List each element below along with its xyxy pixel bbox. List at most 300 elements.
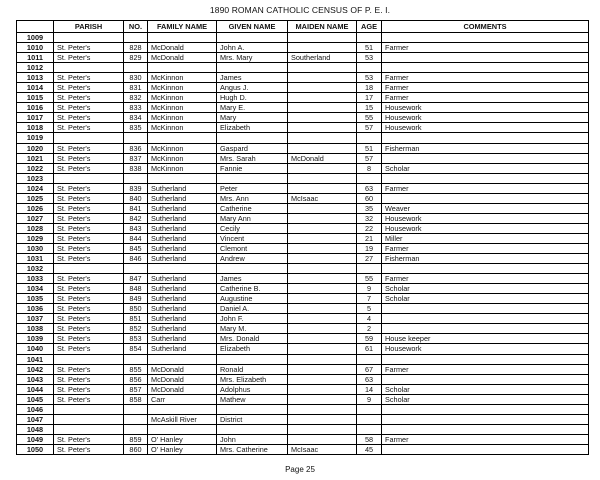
maiden-name-cell: [288, 33, 357, 43]
parish-cell: St. Peter's: [54, 284, 124, 294]
table-row: [17, 314, 589, 324]
parish-cell: St. Peter's: [54, 183, 124, 193]
row-number-cell: 1044: [17, 384, 54, 394]
given-name-cell: District: [217, 414, 288, 424]
row-number-cell: 1049: [17, 434, 54, 444]
row-number-cell: 1046: [17, 404, 54, 414]
maiden-name-cell: [288, 374, 357, 384]
parish-cell: St. Peter's: [54, 193, 124, 203]
given-name-cell: Mary Ann: [217, 213, 288, 223]
comments-cell: [382, 314, 589, 324]
parish-header: PARISH: [54, 21, 124, 33]
comments-cell: [382, 354, 589, 364]
no-cell: 856: [124, 374, 148, 384]
maiden-name-cell: [288, 274, 357, 284]
family-name-cell: O' Hanley: [148, 434, 217, 444]
age-cell: 60: [357, 193, 382, 203]
row-number-cell: 1011: [17, 53, 54, 63]
given-name-cell: Angus J.: [217, 83, 288, 93]
family-name-cell: [148, 354, 217, 364]
family-name-header: FAMILY NAME: [148, 21, 217, 33]
family-name-cell: O' Hanley: [148, 444, 217, 454]
row-number-cell: 1048: [17, 424, 54, 434]
table-row: [17, 143, 589, 153]
age-cell: 4: [357, 314, 382, 324]
table-row: [17, 284, 589, 294]
maiden-name-cell: [288, 284, 357, 294]
comments-cell: Housework: [382, 213, 589, 223]
given-name-cell: Cecily: [217, 223, 288, 233]
parish-cell: [54, 414, 124, 424]
age-header: AGE: [357, 21, 382, 33]
maiden-name-cell: Southerland: [288, 53, 357, 63]
given-name-cell: Mrs. Elizabeth: [217, 374, 288, 384]
comments-cell: House keeper: [382, 334, 589, 344]
parish-cell: St. Peter's: [54, 274, 124, 284]
family-name-cell: McDonald: [148, 374, 217, 384]
table-row: [17, 444, 589, 454]
maiden-name-cell: [288, 344, 357, 354]
no-cell: 849: [124, 294, 148, 304]
comments-cell: Scholar: [382, 394, 589, 404]
maiden-name-cell: [288, 324, 357, 334]
age-cell: [357, 33, 382, 43]
family-name-cell: McDonald: [148, 53, 217, 63]
comments-cell: [382, 444, 589, 454]
no-cell: 859: [124, 434, 148, 444]
family-name-cell: Sutherland: [148, 243, 217, 253]
table-row: [17, 33, 589, 43]
maiden-name-cell: [288, 243, 357, 253]
comments-cell: Weaver: [382, 203, 589, 213]
age-cell: 5: [357, 304, 382, 314]
family-name-cell: McKinnon: [148, 73, 217, 83]
parish-cell: St. Peter's: [54, 444, 124, 454]
given-name-cell: Fannie: [217, 163, 288, 173]
comments-cell: Scholar: [382, 163, 589, 173]
comments-cell: Scholar: [382, 294, 589, 304]
table-row: [17, 193, 589, 203]
maiden-name-cell: [288, 163, 357, 173]
row-number-cell: 1028: [17, 223, 54, 233]
table-row: [17, 243, 589, 253]
parish-cell: [54, 404, 124, 414]
table-row: [17, 274, 589, 284]
comments-header: COMMENTS: [382, 21, 589, 33]
family-name-cell: Sutherland: [148, 213, 217, 223]
comments-cell: Farmer: [382, 43, 589, 53]
parish-cell: St. Peter's: [54, 243, 124, 253]
maiden-name-cell: [288, 304, 357, 314]
family-name-cell: Sutherland: [148, 193, 217, 203]
table-row: [17, 264, 589, 274]
maiden-name-cell: [288, 93, 357, 103]
table-row: [17, 153, 589, 163]
no-cell: [124, 173, 148, 183]
no-cell: 830: [124, 73, 148, 83]
no-cell: 852: [124, 324, 148, 334]
row-number-cell: 1021: [17, 153, 54, 163]
given-name-cell: Mary M.: [217, 324, 288, 334]
comments-cell: [382, 264, 589, 274]
age-cell: 35: [357, 203, 382, 213]
comments-cell: Miller: [382, 233, 589, 243]
age-cell: 14: [357, 384, 382, 394]
age-cell: 21: [357, 233, 382, 243]
age-cell: 63: [357, 374, 382, 384]
family-name-cell: McKinnon: [148, 143, 217, 153]
row-number-cell: 1024: [17, 183, 54, 193]
no-cell: 848: [124, 284, 148, 294]
age-cell: 17: [357, 93, 382, 103]
table-row: [17, 374, 589, 384]
table-row: [17, 233, 589, 243]
table-row: [17, 404, 589, 414]
family-name-cell: Sutherland: [148, 314, 217, 324]
given-name-cell: Catherine B.: [217, 284, 288, 294]
age-cell: [357, 63, 382, 73]
given-name-header: GIVEN NAME: [217, 21, 288, 33]
parish-cell: St. Peter's: [54, 223, 124, 233]
no-cell: [124, 33, 148, 43]
parish-cell: St. Peter's: [54, 324, 124, 334]
row-number-cell: 1037: [17, 314, 54, 324]
row-number-cell: 1017: [17, 113, 54, 123]
no-cell: 828: [124, 43, 148, 53]
row-number-cell: 1036: [17, 304, 54, 314]
family-name-cell: McKinnon: [148, 93, 217, 103]
maiden-name-cell: [288, 354, 357, 364]
table-row: [17, 123, 589, 133]
family-name-cell: [148, 33, 217, 43]
no-cell: [124, 354, 148, 364]
given-name-cell: [217, 133, 288, 143]
given-name-cell: John: [217, 434, 288, 444]
comments-cell: Farmer: [382, 73, 589, 83]
family-name-cell: Sutherland: [148, 223, 217, 233]
no-cell: [124, 133, 148, 143]
given-name-cell: James: [217, 73, 288, 83]
row-number-cell: 1040: [17, 344, 54, 354]
family-name-cell: McKinnon: [148, 153, 217, 163]
no-cell: 844: [124, 233, 148, 243]
given-name-cell: Mrs. Catherine: [217, 444, 288, 454]
parish-cell: St. Peter's: [54, 113, 124, 123]
no-cell: 841: [124, 203, 148, 213]
table-row: [17, 83, 589, 93]
comments-cell: Scholar: [382, 284, 589, 294]
no-cell: 838: [124, 163, 148, 173]
comments-cell: Housework: [382, 344, 589, 354]
given-name-cell: Elizabeth: [217, 123, 288, 133]
given-name-cell: Mrs. Sarah: [217, 153, 288, 163]
parish-cell: St. Peter's: [54, 43, 124, 53]
comments-cell: Farmer: [382, 434, 589, 444]
maiden-name-header: MAIDEN NAME: [288, 21, 357, 33]
age-cell: 67: [357, 364, 382, 374]
given-name-cell: Hugh D.: [217, 93, 288, 103]
comments-cell: Housework: [382, 113, 589, 123]
row-number-cell: 1018: [17, 123, 54, 133]
row-number-cell: 1032: [17, 264, 54, 274]
table-row: [17, 163, 589, 173]
row-number-cell: 1041: [17, 354, 54, 364]
maiden-name-cell: [288, 43, 357, 53]
table-row: [17, 73, 589, 83]
parish-cell: [54, 173, 124, 183]
age-cell: 61: [357, 344, 382, 354]
age-cell: 59: [357, 334, 382, 344]
family-name-cell: [148, 133, 217, 143]
parish-cell: St. Peter's: [54, 384, 124, 394]
no-cell: 840: [124, 193, 148, 203]
no-cell: 847: [124, 274, 148, 284]
table-row: [17, 294, 589, 304]
table-row: [17, 334, 589, 344]
row-number-cell: 1039: [17, 334, 54, 344]
age-cell: [357, 264, 382, 274]
comments-cell: Farmer: [382, 183, 589, 193]
no-cell: 850: [124, 304, 148, 314]
parish-cell: St. Peter's: [54, 83, 124, 93]
table-row: [17, 304, 589, 314]
parish-cell: St. Peter's: [54, 143, 124, 153]
parish-cell: St. Peter's: [54, 153, 124, 163]
table-row: [17, 424, 589, 434]
census-body: [17, 33, 589, 455]
no-cell: 842: [124, 213, 148, 223]
family-name-cell: Sutherland: [148, 274, 217, 284]
comments-cell: Fisherman: [382, 143, 589, 153]
parish-cell: St. Peter's: [54, 344, 124, 354]
given-name-cell: Vincent: [217, 233, 288, 243]
table-row: [17, 63, 589, 73]
comments-cell: [382, 404, 589, 414]
row-number-cell: 1031: [17, 254, 54, 264]
page-number: Page 25: [285, 465, 315, 474]
comments-cell: [382, 173, 589, 183]
no-cell: 855: [124, 364, 148, 374]
no-cell: 853: [124, 334, 148, 344]
comments-cell: [382, 304, 589, 314]
table-header-row: [17, 21, 589, 33]
table-row: [17, 203, 589, 213]
table-row: [17, 384, 589, 394]
age-cell: 58: [357, 434, 382, 444]
comments-cell: Housework: [382, 223, 589, 233]
no-cell: 843: [124, 223, 148, 233]
parish-cell: St. Peter's: [54, 203, 124, 213]
age-cell: 27: [357, 254, 382, 264]
age-cell: 53: [357, 53, 382, 63]
page-title: 1890 ROMAN CATHOLIC CENSUS OF P. E. I.: [209, 5, 391, 15]
age-cell: 9: [357, 284, 382, 294]
maiden-name-cell: McIsaac: [288, 444, 357, 454]
parish-cell: St. Peter's: [54, 213, 124, 223]
maiden-name-cell: [288, 223, 357, 233]
table-row: [17, 324, 589, 334]
comments-cell: [382, 424, 589, 434]
table-row: [17, 43, 589, 53]
comments-cell: [382, 153, 589, 163]
given-name-cell: Mary E.: [217, 103, 288, 113]
family-name-cell: McKinnon: [148, 103, 217, 113]
row-number-cell: 1022: [17, 163, 54, 173]
age-cell: 51: [357, 143, 382, 153]
table-row: [17, 394, 589, 404]
table-row: [17, 414, 589, 424]
row-number-cell: 1016: [17, 103, 54, 113]
maiden-name-cell: [288, 103, 357, 113]
age-cell: 22: [357, 223, 382, 233]
maiden-name-cell: [288, 213, 357, 223]
maiden-name-cell: [288, 73, 357, 83]
family-name-cell: Sutherland: [148, 254, 217, 264]
maiden-name-cell: [288, 143, 357, 153]
maiden-name-cell: [288, 434, 357, 444]
maiden-name-cell: [288, 203, 357, 213]
parish-cell: [54, 354, 124, 364]
given-name-cell: Mrs. Donald: [217, 334, 288, 344]
no-cell: [124, 264, 148, 274]
age-cell: 57: [357, 153, 382, 163]
no-cell: 829: [124, 53, 148, 63]
family-name-cell: McDonald: [148, 384, 217, 394]
no-cell: 857: [124, 384, 148, 394]
parish-cell: [54, 33, 124, 43]
given-name-cell: Andrew: [217, 254, 288, 264]
no-cell: 851: [124, 314, 148, 324]
comments-cell: Fisherman: [382, 254, 589, 264]
comments-cell: [382, 33, 589, 43]
maiden-name-cell: [288, 394, 357, 404]
no-cell: 836: [124, 143, 148, 153]
age-cell: [357, 354, 382, 364]
no-cell: [124, 424, 148, 434]
row-number-cell: 1043: [17, 374, 54, 384]
no-cell: [124, 404, 148, 414]
maiden-name-cell: [288, 264, 357, 274]
comments-cell: [382, 414, 589, 424]
row-number-cell: 1047: [17, 414, 54, 424]
given-name-cell: [217, 264, 288, 274]
given-name-cell: Peter: [217, 183, 288, 193]
parish-cell: St. Peter's: [54, 434, 124, 444]
table-row: [17, 354, 589, 364]
family-name-cell: McDonald: [148, 43, 217, 53]
given-name-cell: Mary: [217, 113, 288, 123]
no-cell: 831: [124, 83, 148, 93]
age-cell: 51: [357, 43, 382, 53]
table-row: [17, 434, 589, 444]
age-cell: 7: [357, 294, 382, 304]
given-name-cell: Clemont: [217, 243, 288, 253]
row-number-cell: 1045: [17, 394, 54, 404]
given-name-cell: [217, 33, 288, 43]
given-name-cell: Elizabeth: [217, 344, 288, 354]
parish-cell: St. Peter's: [54, 304, 124, 314]
comments-cell: Farmer: [382, 243, 589, 253]
family-name-cell: Sutherland: [148, 294, 217, 304]
parish-cell: St. Peter's: [54, 103, 124, 113]
table-row: [17, 254, 589, 264]
comments-cell: Housework: [382, 123, 589, 133]
table-row: [17, 213, 589, 223]
table-row: [17, 133, 589, 143]
row-number-header: [17, 21, 54, 33]
no-cell: 833: [124, 103, 148, 113]
maiden-name-cell: [288, 314, 357, 324]
age-cell: 57: [357, 123, 382, 133]
given-name-cell: Mrs. Mary: [217, 53, 288, 63]
row-number-cell: 1026: [17, 203, 54, 213]
parish-cell: St. Peter's: [54, 294, 124, 304]
parish-cell: St. Peter's: [54, 163, 124, 173]
row-number-cell: 1027: [17, 213, 54, 223]
table-row: [17, 103, 589, 113]
row-number-cell: 1015: [17, 93, 54, 103]
parish-cell: [54, 133, 124, 143]
family-name-cell: McKinnon: [148, 113, 217, 123]
no-header: NO.: [124, 21, 148, 33]
maiden-name-cell: [288, 404, 357, 414]
parish-cell: St. Peter's: [54, 233, 124, 243]
age-cell: [357, 133, 382, 143]
table-row: [17, 344, 589, 354]
row-number-cell: 1009: [17, 33, 54, 43]
comments-cell: Farmer: [382, 364, 589, 374]
no-cell: 835: [124, 123, 148, 133]
maiden-name-cell: [288, 424, 357, 434]
parish-cell: [54, 63, 124, 73]
no-cell: [124, 414, 148, 424]
parish-cell: St. Peter's: [54, 123, 124, 133]
maiden-name-cell: [288, 294, 357, 304]
given-name-cell: Daniel A.: [217, 304, 288, 314]
maiden-name-cell: [288, 183, 357, 193]
maiden-name-cell: [288, 334, 357, 344]
age-cell: 8: [357, 163, 382, 173]
family-name-cell: [148, 63, 217, 73]
given-name-cell: [217, 354, 288, 364]
family-name-cell: [148, 404, 217, 414]
row-number-cell: 1033: [17, 274, 54, 284]
age-cell: 9: [357, 394, 382, 404]
census-table: [16, 20, 589, 455]
age-cell: 19: [357, 243, 382, 253]
comments-cell: [382, 193, 589, 203]
table-row: [17, 53, 589, 63]
maiden-name-cell: [288, 414, 357, 424]
given-name-cell: Mathew: [217, 394, 288, 404]
table-row: [17, 173, 589, 183]
family-name-cell: Sutherland: [148, 324, 217, 334]
row-number-cell: 1010: [17, 43, 54, 53]
age-cell: 55: [357, 274, 382, 284]
parish-cell: St. Peter's: [54, 334, 124, 344]
row-number-cell: 1013: [17, 73, 54, 83]
given-name-cell: [217, 404, 288, 414]
family-name-cell: Sutherland: [148, 183, 217, 193]
table-row: [17, 183, 589, 193]
given-name-cell: Catherine: [217, 203, 288, 213]
parish-cell: St. Peter's: [54, 53, 124, 63]
row-number-cell: 1023: [17, 173, 54, 183]
parish-cell: St. Peter's: [54, 314, 124, 324]
comments-cell: [382, 133, 589, 143]
maiden-name-cell: [288, 123, 357, 133]
maiden-name-cell: [288, 63, 357, 73]
